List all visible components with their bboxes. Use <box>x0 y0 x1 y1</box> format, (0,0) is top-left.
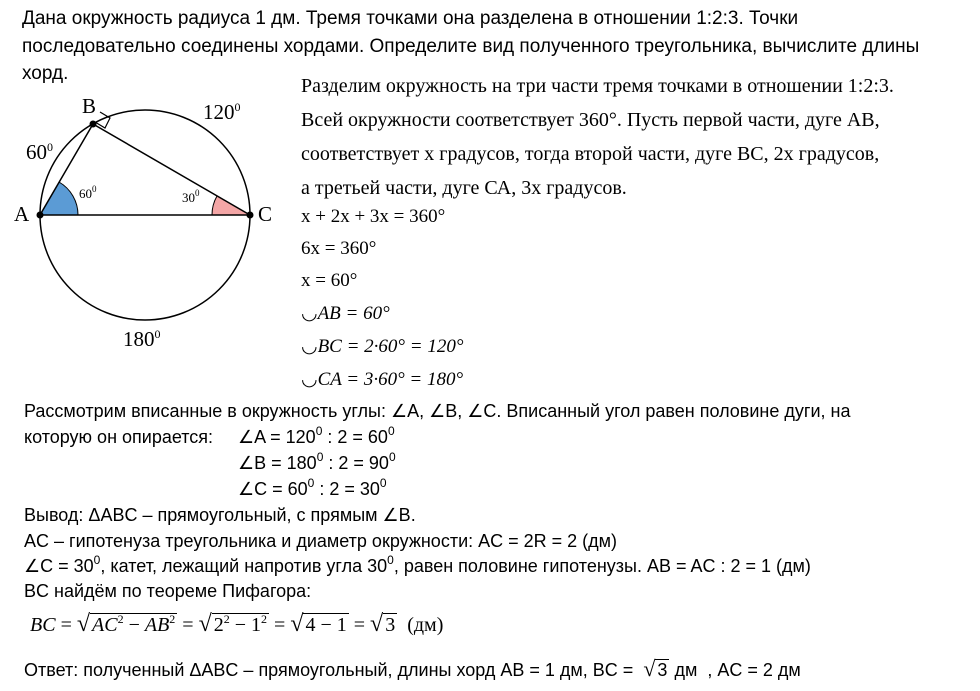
conclusion-line-3: ∠C = $30^0$, катет, лежащий напротив угла $30^0$, равен половине гипотенузы. AB = AC : 2 = 1 (дм) <box>24 553 811 576</box>
chord-bc <box>93 124 250 215</box>
equation-3: x = 60° <box>301 270 358 291</box>
answer: Ответ: полученный ΔABC – прямоугольный, длины хорд AB = 1 дм, BC = √ 3 дм , AC = 2 дм <box>24 656 801 681</box>
point-c <box>247 212 254 219</box>
equation-5: ◡BC = 2·60° = 120° <box>301 336 464 357</box>
solution-line-1: Разделим окружность на три части тремя точками в отношении 1:2:3. <box>301 75 894 97</box>
equation-1: x + 2x + 3x = 360° <box>301 206 446 227</box>
solution-line-2: Всей окружности соответствует 360°. Пусть первой части, дуге АВ, <box>301 109 880 131</box>
angle-a-calc: ∠A = $120^0$ : $2 = 60^0$ <box>238 424 395 447</box>
angle-c-label: $30^0$ <box>182 188 200 205</box>
conclusion-line-4: BC найдём по теореме Пифагора: <box>24 581 312 601</box>
arc-bc-label: $120^0$ <box>203 100 241 124</box>
conclusion-line-2: AC – гипотенуза треугольника и диаметр окружности: AC = 2R = 2 (дм) <box>24 531 618 551</box>
label-b: B <box>82 94 97 118</box>
problem-line-2: последовательно соединены хордами. Определите вид полученного треугольника, вычислите длины <box>22 36 920 57</box>
angles-line-1: Рассмотрим вписанные в окружность углы: ∠A, ∠B, ∠C. Вписанный угол равен половине дуги, на <box>24 401 851 421</box>
equation-4: ◡AB = 60° <box>301 303 390 324</box>
conclusion-line-1: Вывод: ΔABC – прямоугольный, с прямым ∠B. <box>24 505 416 525</box>
angle-a-label: $60^0$ <box>79 184 97 201</box>
equation-2: 6x = 360° <box>301 238 377 259</box>
point-a <box>37 212 44 219</box>
angle-b-calc: ∠B = $180^0$ : $2 = 90^0$ <box>238 450 396 473</box>
arc-ab-label: $60^0$ <box>26 140 53 164</box>
problem-line-1: Дана окружность радиуса 1 дм. Тремя точками она разделена в отношении 1:2:3. Точки <box>22 8 799 29</box>
solution-line-3: соответствует х градусов, тогда второй части, дуге ВС, 2х градусов, <box>301 143 880 165</box>
angle-a-sector <box>40 182 78 215</box>
arc-ca-label: $180^0$ <box>123 327 161 351</box>
circle-diagram <box>0 0 300 380</box>
angles-line-2-prefix: которую он опирается: <box>24 427 214 447</box>
label-c: C <box>258 202 273 226</box>
label-a: A <box>14 202 30 226</box>
solution-line-4: а третьей части, дуге СА, 3х градусов. <box>301 177 627 199</box>
angle-c-calc: ∠C = $60^0$ : $2 = 30^0$ <box>238 476 387 499</box>
point-b <box>90 121 97 128</box>
equation-6: ◡CA = 3·60° = 180° <box>301 369 464 390</box>
pythagoras-formula: BC = √ $AC^2 - AB^2$ = √ $2^2 - 1^2$ = √ 4 − 1 = √ 3 (дм) <box>30 611 444 637</box>
problem-line-3: хорд. <box>22 63 69 84</box>
